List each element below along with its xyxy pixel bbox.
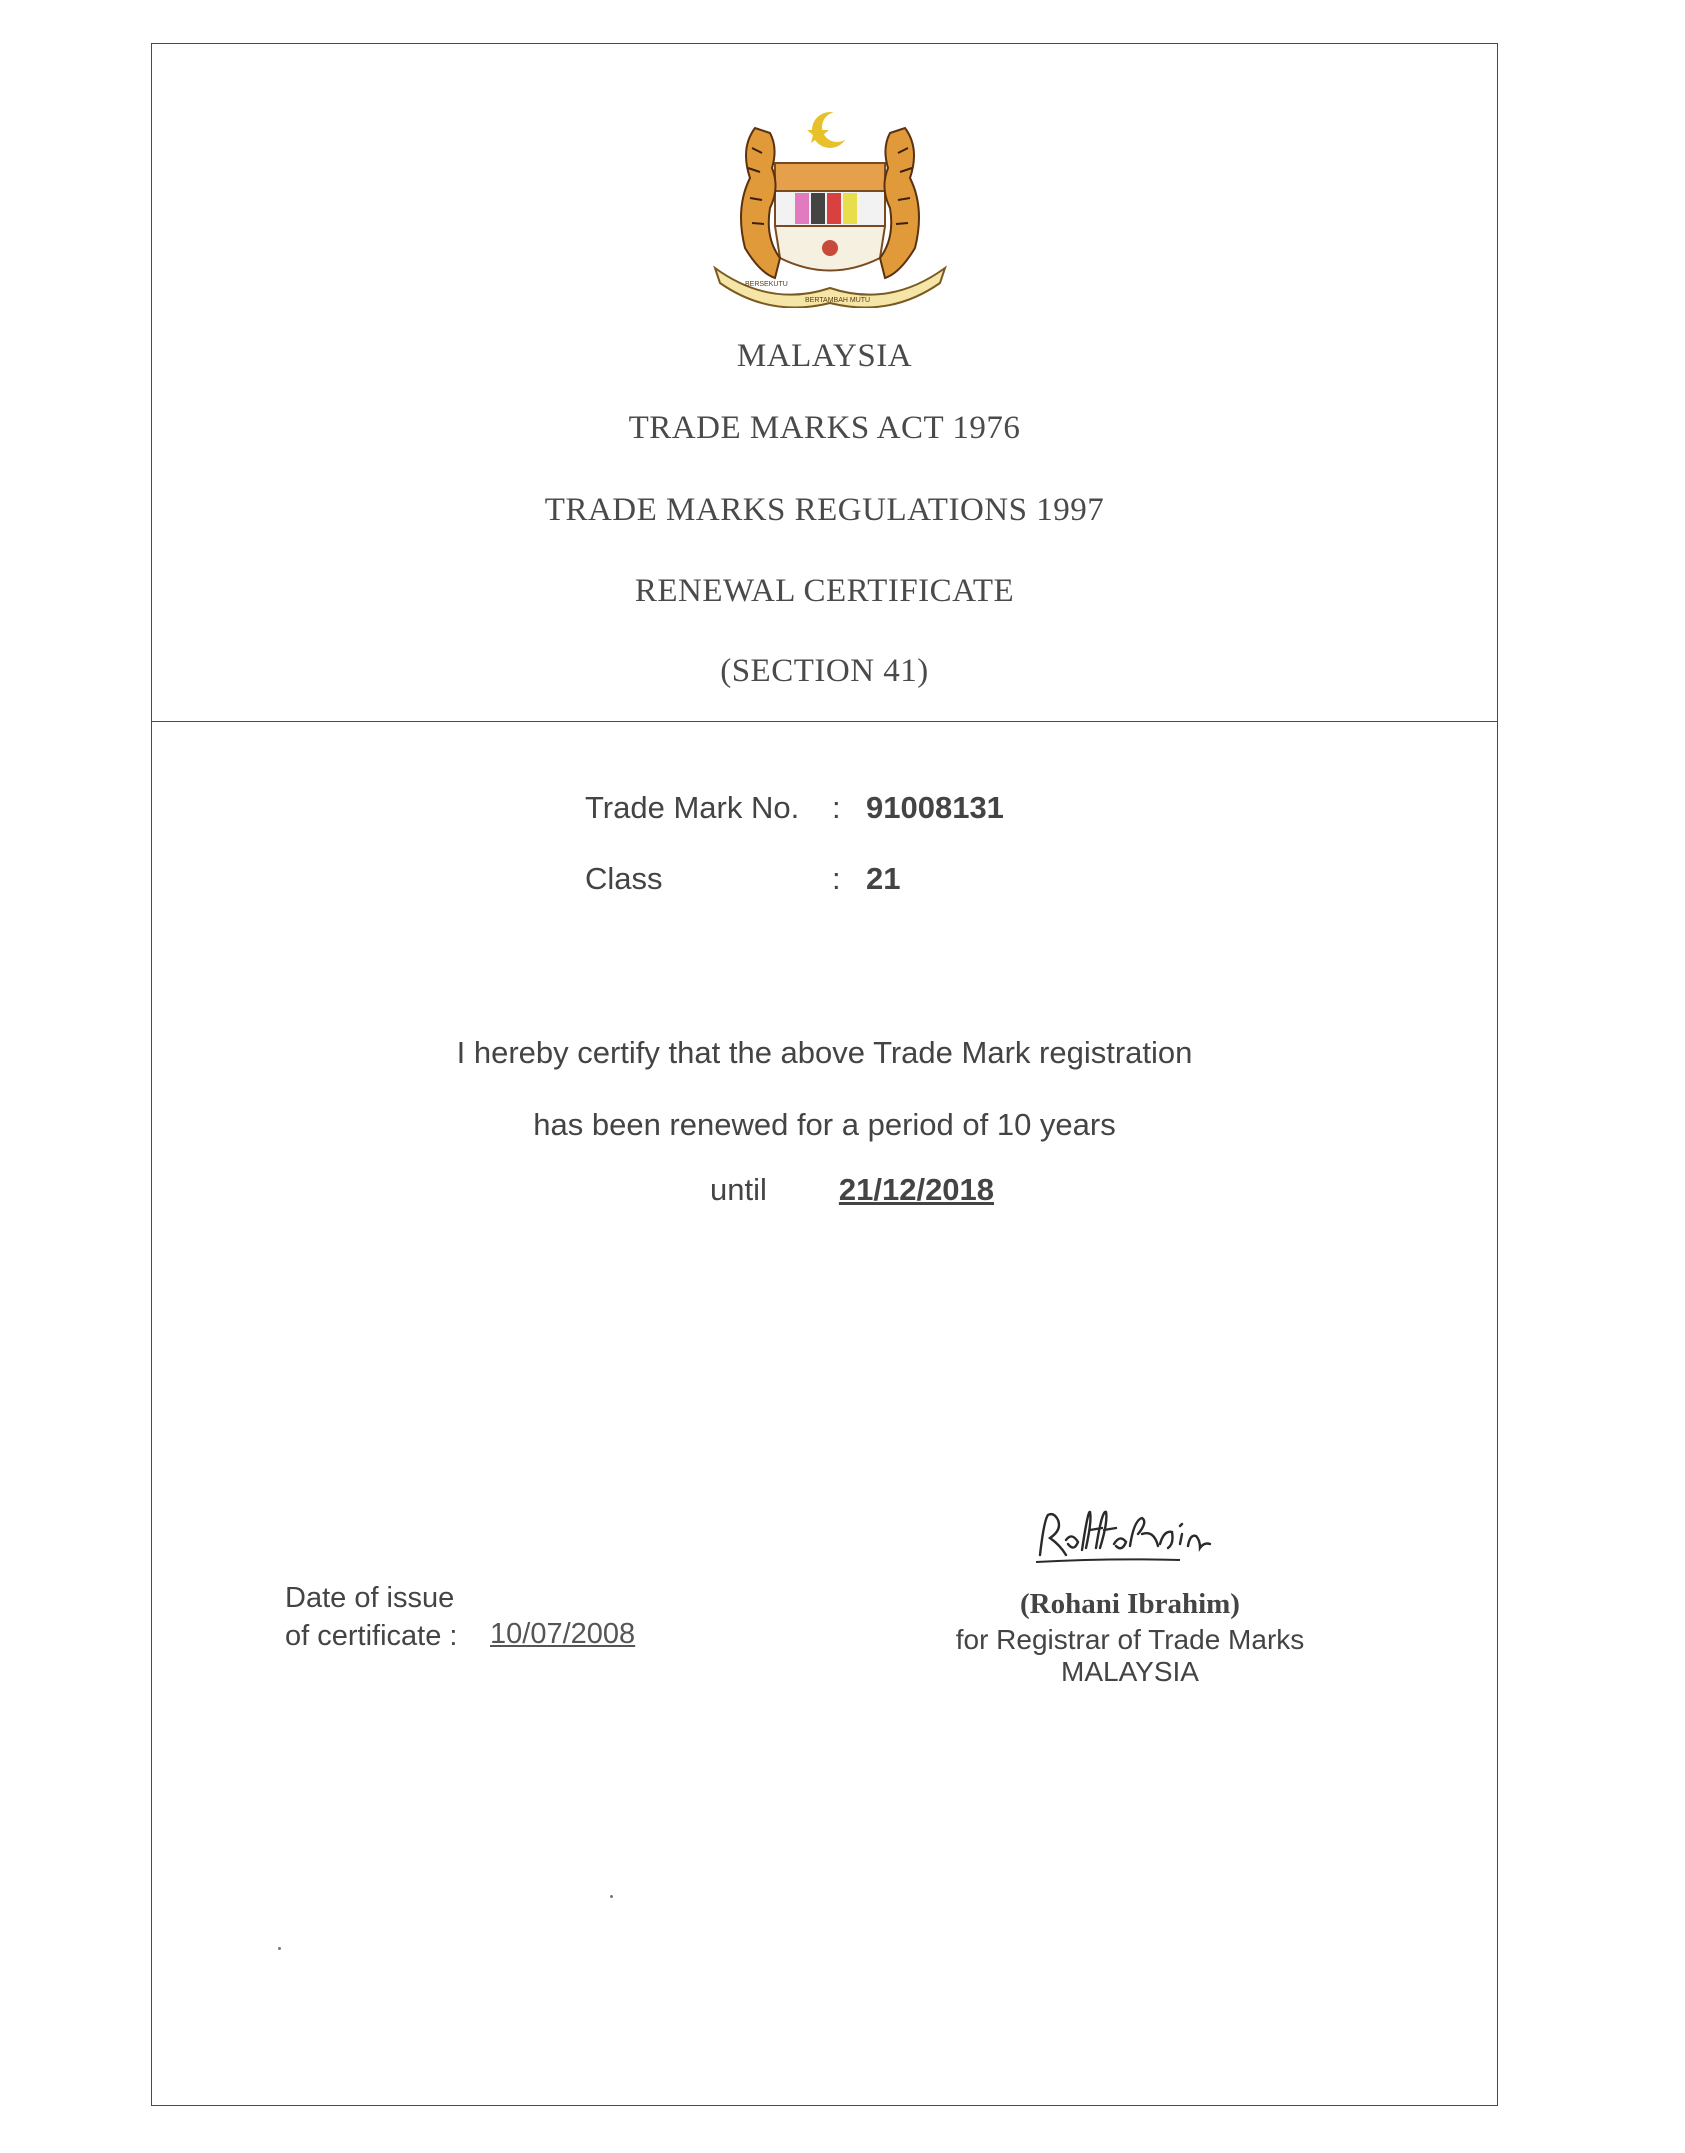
class-colon: :	[832, 861, 841, 896]
signatory-name: (Rohani Ibrahim)	[1020, 1588, 1240, 1620]
shield-top	[775, 163, 885, 191]
country-heading: MALAYSIA	[736, 338, 913, 374]
signatory-role: for Registrar of Trade Marks	[955, 1624, 1305, 1655]
until-line	[710, 1172, 994, 1208]
section-heading: (SECTION 41)	[720, 653, 929, 689]
trade-mark-label: Trade Mark No.	[585, 790, 800, 825]
expiry-date: 21/12/2018	[838, 1172, 995, 1207]
signature-image	[1030, 1500, 1250, 1580]
certify-line-2: has been renewed for a period of 10 years	[533, 1107, 1116, 1142]
scan-speck	[278, 1947, 281, 1950]
svg-text:BERTAMBAH MUTU: BERTAMBAH MUTU	[805, 297, 871, 304]
until-label: until	[710, 1172, 767, 1207]
regulations-heading: TRADE MARKS REGULATIONS 1997	[544, 492, 1105, 528]
issue-date: 10/07/2008	[490, 1618, 636, 1650]
signatory-country: MALAYSIA	[1061, 1656, 1199, 1687]
scan-speck	[610, 1895, 613, 1898]
class-value: 21	[866, 861, 901, 896]
certificate-title: RENEWAL CERTIFICATE	[634, 573, 1015, 609]
act-heading: TRADE MARKS ACT 1976	[628, 410, 1021, 446]
class-label: Class	[585, 861, 663, 896]
coat-of-arms-emblem	[700, 108, 960, 308]
trade-mark-number: 91008131	[866, 790, 1004, 825]
certify-line-1: I hereby certify that the above Trade Mark registration	[456, 1035, 1193, 1070]
trade-mark-colon: :	[832, 790, 841, 825]
header-divider	[151, 721, 1498, 722]
issue-label-line-1: Date of issue	[285, 1582, 455, 1614]
svg-text:BERSEKUTU: BERSEKUTU	[745, 281, 788, 288]
issue-label-line-2: of certificate :	[285, 1620, 458, 1652]
